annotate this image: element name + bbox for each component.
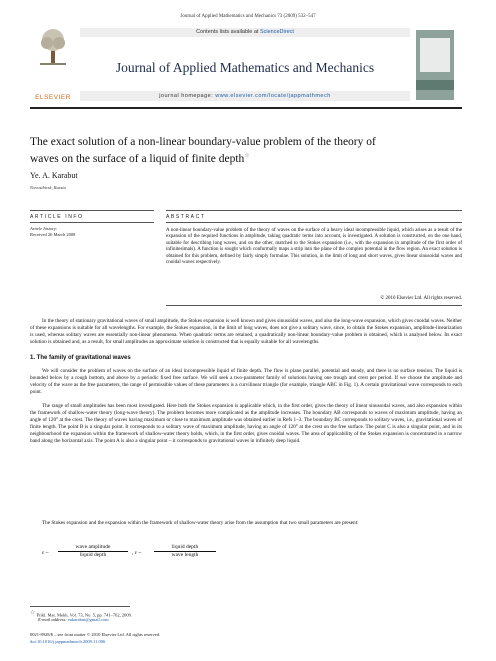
fraction-1-numerator: wave amplitude bbox=[58, 544, 128, 552]
doi-link[interactable]: doi:10.1016/j.jappmathmech.2009.11.006 bbox=[30, 639, 106, 644]
section-paragraph-2: The range of small amplitudes has been most investigated. Here both the Stokes expansion is applicable which, in the first order, gives the theory of linear sinusoidal waves, and also expansion within the framework of shallow-water theory (long-wave theory). The problem becomes more complicated as the amplitude increases. The boundary AB corresponds to waves of maximum amplitude, having an angle of 120° at the crest. The theory of waves having maximum or close to maximum amplitude was obtained earlier in Refs 1–3. The boundary BC corresponds to solitary waves, i.e., gravitational waves of finite length. The point B is a singular point. It corresponds to a solitary wave of maximum amplitude, having an angle of 120° at the crest on the free surface. The point C is also a singular point, and in its neighbourhood the expansion within the framework of shallow-water theory holds, which, in the first order, gives cnoidal waves. The area of applicability of the Stokes expansion is concentrated in a narrow band along the horizontal axis. The point A is also a singular point – it corresponds to gravitational waves in infinitely deep liquid. bbox=[30, 403, 462, 444]
abstract-copyright: © 2010 Elsevier Ltd. All rights reserved. bbox=[380, 296, 462, 301]
fraction-2 bbox=[154, 544, 216, 559]
epsilon-2: , ε ~ bbox=[132, 550, 142, 556]
epsilon-1: ε ~ bbox=[42, 550, 49, 556]
section-paragraph-3: The Stokes expansion and the expansion within the framework of shallow-water theory arise from the assumption that two small parameters are present: bbox=[42, 520, 359, 526]
title-footnote-marker[interactable]: ☆ bbox=[244, 153, 250, 159]
fraction-2-denominator: wave length bbox=[171, 552, 199, 558]
author-email-link[interactable]: eakarabut@gmail.com bbox=[67, 617, 109, 622]
email-label: E-mail address: bbox=[38, 617, 68, 622]
article-info-rule-top bbox=[30, 210, 154, 211]
author-name: Ye. A. Karabut bbox=[30, 171, 78, 180]
header-rule bbox=[30, 107, 462, 109]
abstract-rule-mid bbox=[166, 222, 462, 223]
title-line-2: waves on the surface of a liquid of finite depth☆ bbox=[30, 152, 250, 165]
parameter-formula bbox=[42, 544, 262, 568]
section-heading: 1. The family of gravitational waves bbox=[30, 355, 131, 361]
abstract-heading: ABSTRACT bbox=[166, 214, 206, 220]
intro-paragraph: In the theory of stationary gravitational waves of small amplitude, the Stokes expansion is well known and gives sinusoidal waves, and also the long-wave expansion, which gives cnoidal waves. Neither of these expansions is suitable for all wavelengths. For example, the Stokes expansion, in the limit of long waves, does not give a solitary wave, since, to obtain the Stokes expansion, amplitude-linearization is used, whereas solitary waves are essentially non-linear phenomena. When quadratic terms are retained, a quadratically non-linear boundary-value problem is obtained, which is analysed below. Its exact solution is obtained and, as a result, for small amplitudes an approximate solution is constructed that is equally suitable for all wavelengths. bbox=[30, 318, 462, 345]
history-label: Article history: bbox=[30, 226, 58, 231]
elsevier-tree-icon bbox=[38, 28, 68, 66]
abstract-text: A non-linear boundary-value problem of the theory of waves on the surface of a heavy ideal incompressible liquid, which arises as a result of the expansion of the required functions in amplitude, taking quadratic terms into account, is investigated. A solution is constructed, on the one hand, suitable for describing long waves, and on the other, matched to the Stokes expansion (i.e., with the expansion in amplitude of the first order of infinitesimals). A function is sought which conformally maps a strip into the plane of the complex potential in the flow region. An exact solution is obtained for this problem, defined by fairly simply formulae. This solution, in the limit of long and short waves, gives linear sinusoidal waves and cnoidal waves respectively. bbox=[166, 228, 462, 266]
article-info-heading: ARTICLE INFO bbox=[30, 214, 84, 220]
journal-cover-image bbox=[416, 30, 454, 100]
cover-band bbox=[416, 80, 454, 90]
contents-bar bbox=[80, 28, 410, 37]
sciencedirect-link[interactable]: ScienceDirect bbox=[259, 29, 294, 35]
footnote-rule bbox=[30, 606, 130, 607]
homepage-label: journal homepage: bbox=[159, 93, 216, 99]
fraction-1-denominator: liquid depth bbox=[79, 552, 107, 558]
abstract-rule-top bbox=[166, 210, 462, 211]
elsevier-logo bbox=[32, 26, 74, 101]
journal-title: Journal of Applied Mathematics and Mechanics bbox=[115, 60, 375, 75]
issn-line: 0021-8928/$ – see front matter © 2010 Elsevier Ltd. All rights reserved. bbox=[30, 632, 161, 637]
abstract-rule-bottom bbox=[166, 305, 462, 306]
contents-prefix: Contents lists available at bbox=[196, 29, 260, 35]
footnote-citation: ☆ Prikl. Mat. Mekh. Vol. 73, No. 5, pp. 741–762, 2009. bbox=[30, 610, 132, 618]
article-title bbox=[30, 135, 470, 166]
homepage-bar bbox=[80, 91, 410, 101]
fraction-1 bbox=[58, 544, 128, 559]
title-line-1: The exact solution of a non-linear boundary-value problem of the theory of bbox=[30, 136, 376, 148]
journal-reference: Journal of Applied Mathematics and Mechanics 73 (2009) 532–547 bbox=[180, 14, 316, 19]
elsevier-wordmark: ELSEVIER bbox=[35, 94, 71, 101]
fraction-2-numerator: liquid depth bbox=[154, 544, 216, 552]
received-date: Received 26 March 2008 bbox=[30, 232, 76, 237]
author-affiliation: Novosibirsk, Russia bbox=[30, 185, 66, 190]
homepage-url-link[interactable]: www.elsevier.com/locate/jappmathmech bbox=[215, 93, 331, 99]
article-info-rule-mid bbox=[30, 222, 154, 223]
cover-panel bbox=[420, 38, 450, 72]
section-paragraph-1: We will consider the problem of waves on the surface of an ideal incompressible liquid of finite depth. The flow is plane parallel, potential and steady, and there is no surface tension. The liquid is bounded below by a rough bottom, and above by a periodic fixed free surface. We will seek a two-parameter family of solutions having one trough and crest per period. If we choose the amplitude and velocity of the wave as the free parameters, the range of permissible values of these parameters is a curvilinear triangle (for example, triangle ABC in Fig. 1). A certain gravitational wave corresponds to each point. bbox=[30, 368, 462, 395]
footnote-email bbox=[38, 617, 109, 623]
footnote-marker: ☆ bbox=[30, 610, 36, 616]
